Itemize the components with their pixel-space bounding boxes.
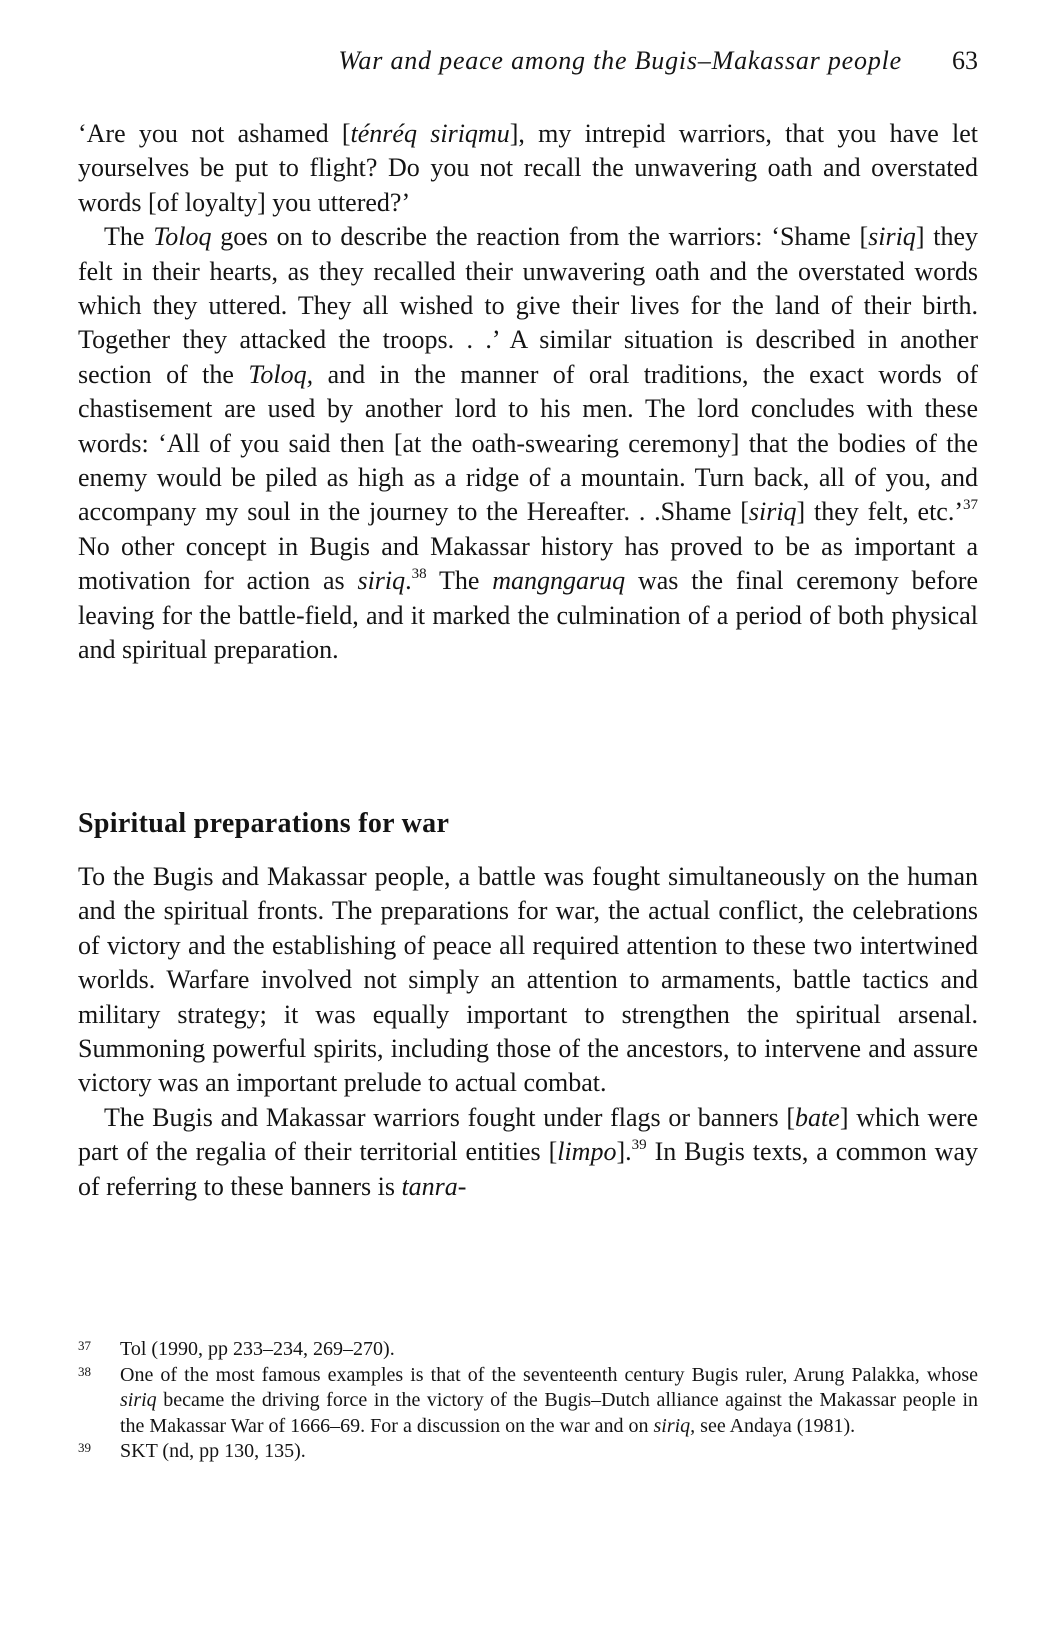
footnote-number: 39 (78, 1440, 91, 1455)
footnote-38: 38 One of the most famous examples is that of the seventeenth century Bugis ruler, Arung Palakka, whose siriq became the driving force in the victory of the Bugis–Dutch alliance against the Makassar people in the Makassar War of 1666–69. For a discussion on the war and on siriq, see Andaya (1981). (78, 1363, 978, 1440)
footnote-37: 37 Tol (1990, pp 233–234, 269–270). (78, 1337, 978, 1363)
page-number: 63 (952, 46, 978, 75)
footnote-ref-37: 37 (963, 497, 979, 514)
footnote-ref-39: 39 (631, 1137, 647, 1154)
footnote-number: 37 (78, 1338, 91, 1353)
section-1-text (78, 117, 978, 668)
quotation-paragraph: ‘Are you not ashamed [ténréq siriqmu], my intrepid warriors, that you have let yourselves be put to flight? Do you not recall the unwavering oath and overstated words [of loyalty] you uttered?’ (78, 119, 978, 217)
running-title: War and peace among the Bugis–Makassar people (338, 46, 902, 75)
banners-paragraph: The Bugis and Makassar warriors fought under flags or banners [bate] which were part of the regalia of their territorial entities [limpo].$^{39}$ In Bugis texts, a common way of referring to these banners is tanra- (78, 1102, 979, 1201)
footnote-39: 39 SKT (nd, pp 130, 135). (78, 1439, 978, 1465)
battle-paragraph: To the Bugis and Makassar people, a battle was fought simultaneously on the human and the spiritual fronts. The preparations for war, the actual conflict, the celebrations of victory and the establishing of peace all required attention to these two intertwined worlds. Warfare involved not simply an attention to armaments, battle tactics and military strategy; it was equally important to strengthen the spiritual arsenal. Summoning powerful spirits, including those of the ancestors, to intervene and assure victory was an important prelude to actual combat. (78, 862, 978, 1098)
section-2-text (78, 860, 978, 1204)
footnotes (78, 1337, 978, 1465)
footnote-number: 38 (78, 1363, 91, 1379)
section-heading: Spiritual preparations for war (78, 808, 450, 839)
footnote-ref-38: 38 (411, 566, 427, 583)
toloq-paragraph: The Toloq goes on to describe the reaction from the warriors: ‘Shame [siriq] they felt in their hearts, as they recalled their unwavering oath and the overstated words which they uttered. They all wished to give their lives for the land of their birth. Together they attacked the troops. . .’ A similar situation is described in another section of the Toloq, and in the manner of oral traditions, the exact words of chastisement are used by another lord to his men. The lord concludes with these words: ‘All of you said then [at the oath-swearing ceremony] that the bodies of the enemy would be piled as high as a ridge of a mountain. Turn back, all of you, and accompany my soul in the journey to the Hereafter. . .Shame [siriq] they felt, etc.’$^{37}$ No other concept in Bugis and Makassar history has proved to be as important a motivation for action as siriq.$^{38}$ The mangngaruq was the final ceremony before leaving for the battle-field, and it marked the culmination of a period of both physical and spiritual preparation. (78, 222, 979, 665)
running-header (78, 46, 978, 82)
